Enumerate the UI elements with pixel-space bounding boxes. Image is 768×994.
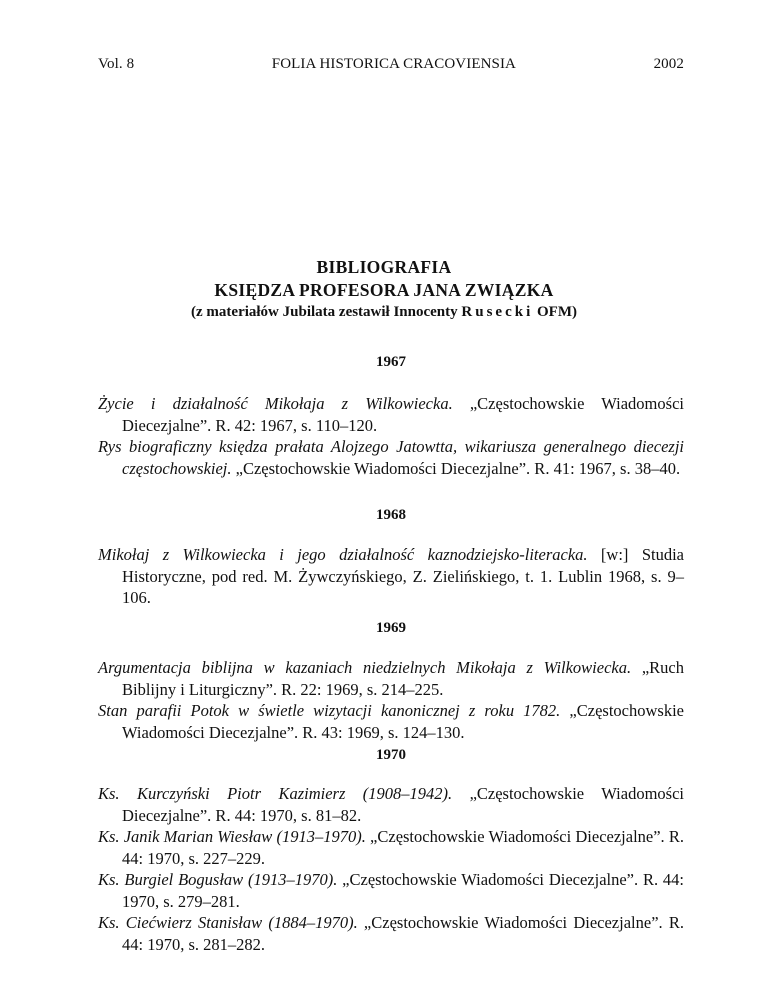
subtitle-text-start: (z materiałów Jubilata zestawił Innocenty [191, 304, 462, 320]
entry-title: Rys biograficzny księdza prałata Alojzego Jatowtta, wikariusza generalnego diecezji częstochowskiej. [98, 437, 684, 478]
year-heading-1967: 1967 [376, 354, 406, 370]
entries-1969 [98, 657, 684, 743]
running-header [98, 56, 684, 73]
entry-source: „Częstochowskie Wiadomości Diecezjalne”. R. 41: 1967, s. 38–40. [231, 458, 681, 478]
entry-title: Życie i działalność Mikołaja z Wilkowiecka. [98, 394, 453, 413]
year-heading-1968: 1968 [376, 507, 406, 523]
entry-source: [w:] Studia Historyczne, pod red. M. Żywczyńskiego, Z. Zielińskiego, t. 1. Lublin 1968, s. 9–106. [122, 545, 684, 607]
bibliography-entry [98, 783, 684, 826]
bibliography-entry [98, 912, 684, 955]
bibliography-entry [98, 700, 684, 743]
page-subtitle [0, 302, 768, 323]
entry-source: „Częstochowskie Wiadomości Diecezjalne”. R. 42: 1967, s. 110–120. [122, 394, 684, 435]
entry-title: Ks. Burgiel Bogusław (1913–1970). [98, 870, 338, 889]
entry-title: Stan parafii Potok w świetle wizytacji kanonicznej z roku 1782. [98, 701, 561, 720]
entry-source: „Częstochowskie Wiadomości Diecezjalne”. R. 43: 1969, s. 124–130. [122, 701, 684, 742]
entry-title: Argumentacja biblijna w kazaniach niedzielnych Mikołaja z Wilkowiecka. [98, 658, 632, 677]
entries-1967 [98, 393, 684, 479]
publication-year: 2002 [653, 56, 684, 72]
year-heading-1969: 1969 [376, 620, 406, 636]
volume-number: Vol. 8 [98, 56, 135, 72]
page-title-line-2: KSIĘDZA PROFESORA JANA ZWIĄZKA [214, 280, 554, 300]
entry-title: Ks. Ciećwierz Stanisław (1884–1970). [98, 913, 358, 932]
year-heading-1970: 1970 [376, 747, 406, 763]
entry-source: „Częstochowskie Wiadomości Diecezjalne”. R. 44: 1970, s. 227–229. [122, 827, 684, 868]
subtitle-text-end: OFM) [533, 304, 577, 320]
page-title: BIBLIOGRAFIA [316, 257, 452, 277]
entry-source: „Częstochowskie Wiadomości Diecezjalne”. R. 44: 1970, s. 281–282. [122, 913, 684, 954]
bibliography-entry [98, 869, 684, 912]
entry-source: „Ruch Biblijny i Liturgiczny”. R. 22: 1969, s. 214–225. [122, 658, 684, 699]
entries-1968 [98, 544, 684, 609]
entry-source: „Częstochowskie Wiadomości Diecezjalne”. R. 44: 1970, s. 81–82. [122, 784, 684, 825]
entry-title: Ks. Janik Marian Wiesław (1913–1970). [98, 827, 366, 846]
title-block [0, 256, 768, 323]
compiler-surname: Rusecki [461, 304, 534, 320]
journal-title: FOLIA HISTORICA CRACOVIENSIA [271, 56, 516, 72]
bibliography-entry [98, 657, 684, 700]
entry-source: „Częstochowskie Wiadomości Diecezjalne”. R. 44: 1970, s. 279–281. [122, 870, 684, 911]
bibliography-entry [98, 826, 684, 869]
entry-title: Mikołaj z Wilkowiecka i jego działalność kaznodziejsko-literacka. [98, 545, 588, 564]
entries-1970 [98, 783, 684, 955]
entry-title: Ks. Kurczyński Piotr Kazimierz (1908–1942). [98, 784, 453, 803]
bibliography-entry [98, 436, 684, 479]
bibliography-entry [98, 544, 684, 609]
bibliography-entry [98, 393, 684, 436]
